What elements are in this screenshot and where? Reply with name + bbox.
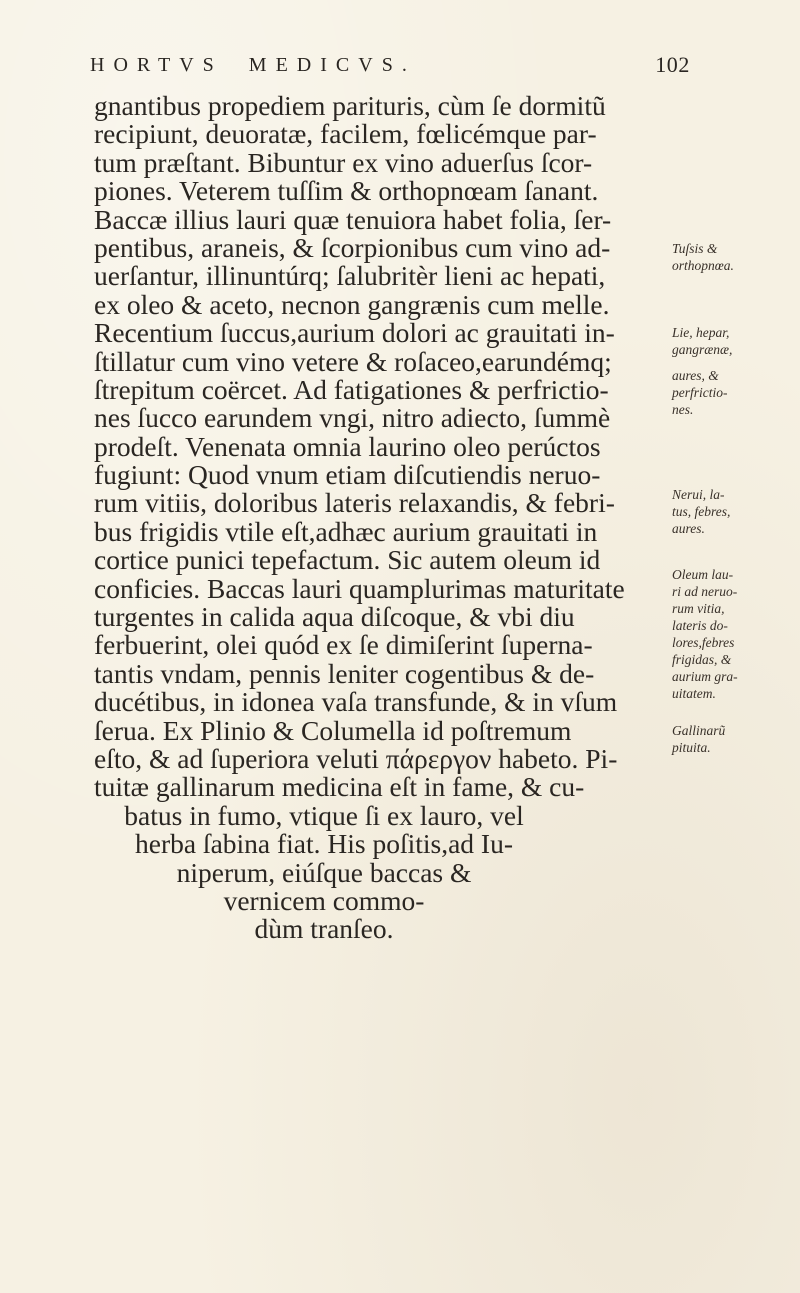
marginal-note-tussis	[672, 240, 794, 274]
text-line: ſerua. Ex Plinio & Columella id poſtremum	[94, 714, 572, 746]
text-line: ſtrepitum coërcet. Ad fatigationes & perfrictio-	[94, 373, 609, 405]
margin-line: orthopnœa.	[672, 258, 734, 273]
margin-line: tus, febres,	[672, 504, 731, 519]
marginal-note-oleum-lauri	[672, 566, 794, 702]
margin-line: lateris do-	[672, 618, 728, 633]
margin-line: frigidas, &	[672, 652, 732, 667]
text-line: recipiunt, deuoratæ, facilem, fœlicémque par-	[94, 118, 597, 150]
text-line: rum vitiis, doloribus lateris relaxandis, & febri-	[94, 487, 615, 519]
margin-line: aures.	[672, 521, 705, 536]
margin-line: uitatem.	[672, 686, 716, 701]
text-line: ferbuerint, olei quód ex ſe dimiſerint ſuperna-	[94, 629, 593, 661]
text-line: fugiunt: Quod vnum etiam diſcutiendis neruo-	[94, 459, 601, 491]
margin-line: Nerui, la-	[672, 487, 725, 502]
text-line: Recentium ſuccus,aurium dolori ac grauitati in-	[94, 317, 615, 349]
margin-line: pituita.	[672, 740, 711, 755]
text-line: ducétibus, in idonea vaſa transfunde, & in vſum	[94, 686, 618, 718]
text-line: cortice punici tepefactum. Sic autem oleum id	[94, 544, 601, 576]
text-line: tum præſtant. Bibuntur ex vino aduerſus ſcor-	[94, 146, 593, 178]
margin-line: perfrictio-	[672, 385, 728, 400]
text-line: ex oleo & aceto, necnon gangrænis cum melle.	[94, 288, 610, 320]
margin-line: nes.	[672, 402, 694, 417]
page-number: 102	[655, 52, 690, 77]
text-line: uerſantur, illinuntúrq; ſalubritèr lieni ac hepati,	[94, 260, 606, 292]
text-line: vernicem commo-	[223, 884, 425, 916]
marginal-note-gallinarum	[672, 722, 794, 756]
text-line: piones. Veterem tuſſim & orthopnœam ſanant.	[94, 175, 599, 207]
marginal-note-nerui	[672, 486, 794, 537]
text-line: prodeſt. Venenata omnia laurino oleo perúctos	[94, 430, 601, 462]
margin-line: rum vitia,	[672, 601, 725, 616]
text-line: nes ſucco earundem vngi, nitro adiecto, ſummè	[94, 402, 611, 434]
margin-line: Oleum lau-	[672, 567, 734, 582]
text-line: eſto, & ad ſuperiora veluti πάρεργον habeto. Pi-	[94, 742, 618, 774]
text-line: batus in fumo, vtique ſi ex lauro, vel	[124, 799, 524, 831]
running-title: HORTVS MEDICVS.	[90, 54, 416, 76]
running-header	[90, 46, 690, 84]
text-line: niperum, eiúſque baccas &	[176, 856, 472, 888]
marginal-note-lien	[672, 324, 794, 358]
margin-line: aures, &	[672, 368, 719, 383]
text-line: gnantibus propediem parituris, cùm ſe dormitũ	[94, 90, 606, 121]
marginal-note-aures	[672, 367, 794, 418]
text-line: ſtillatur cum vino vetere & roſaceo,earundémq;	[94, 345, 612, 377]
main-text-block	[94, 92, 654, 944]
text-line: dùm tranſeo.	[254, 913, 394, 945]
text-line: herba ſabina fiat. His poſitis,ad Iu-	[134, 828, 514, 860]
margin-line: Lie, hepar,	[672, 325, 730, 340]
text-line: conficies. Baccas lauri quamplurimas maturitate	[94, 572, 625, 604]
text-line: bus frigidis vtile eſt,adhæc aurium grauitati in	[94, 515, 598, 547]
margin-line: aurium gra-	[672, 669, 738, 684]
text-line: tuitæ gallinarum medicina eſt in fame, & cu-	[94, 771, 585, 803]
margin-line: Gallinarũ	[672, 723, 726, 738]
margin-line: lores,febres	[672, 635, 735, 650]
text-line: tantis vndam, pennis leniter cogentibus & de-	[94, 657, 595, 689]
text-line: pentibus, araneis, & ſcorpionibus cum vino ad-	[94, 231, 611, 263]
margin-line: ri ad neruo-	[672, 584, 738, 599]
text-line: Baccæ illius lauri quæ tenuiora habet folia, ſer-	[94, 203, 612, 235]
text-line: turgentes in calida aqua diſcoque, & vbi diu	[94, 601, 575, 633]
margin-line: gangrænæ,	[672, 342, 733, 357]
margin-line: Tuſsis &	[672, 241, 718, 256]
